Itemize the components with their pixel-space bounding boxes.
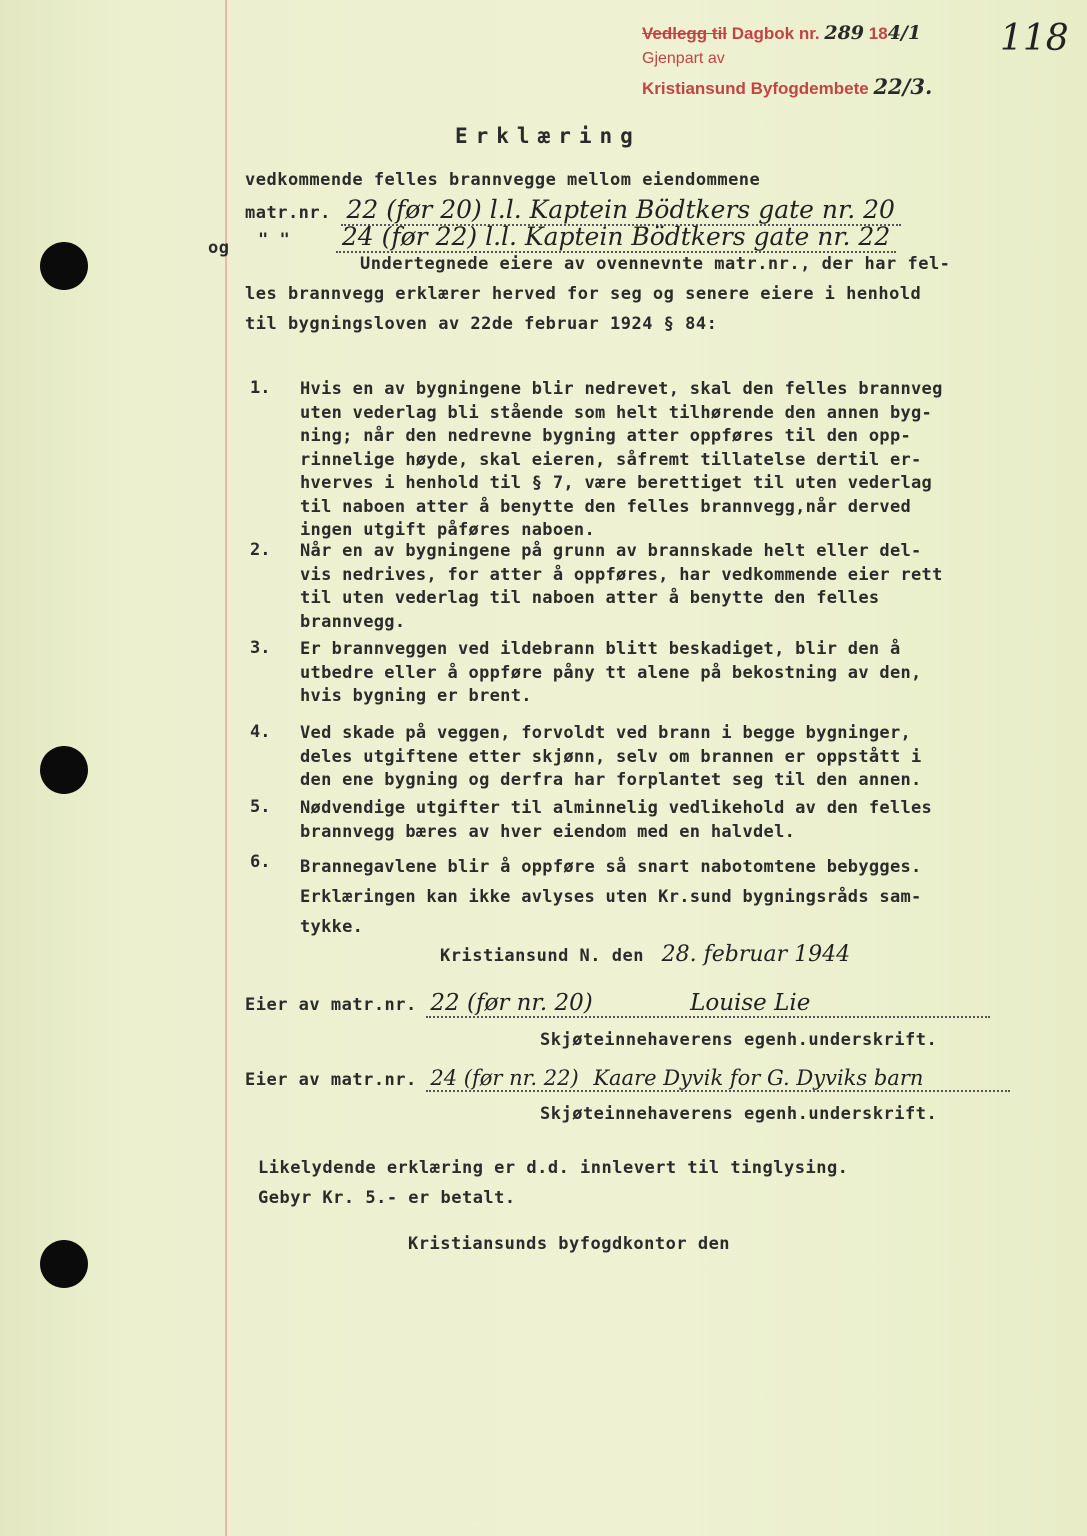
- item-line: hverves i henhold til § 7, være berettiget til uten vederlag: [300, 473, 933, 493]
- item-line: hvis bygning er brent.: [300, 686, 532, 706]
- footer-fee: Gebyr Kr. 5.- er betalt.: [258, 1188, 516, 1208]
- item-line: uten vederlag bli stående som helt tilhørende den annen byg-: [300, 402, 933, 423]
- owner1-matr: 22 (før nr. 20): [430, 990, 593, 1016]
- stamp-office: Kristiansund Byfogdembete: [642, 79, 869, 98]
- matr-line-1: [245, 195, 1045, 224]
- matr1-handwritten: 22 (før 20) l.l. Kaptein Bödtkers gate nr. 20: [341, 195, 901, 226]
- item-line: utbedre eller å oppføre påny tt alene på bekostning av den,: [300, 662, 922, 683]
- para-intro-line-3: til bygningsloven av 22de februar 1924 § 84:: [245, 314, 718, 334]
- intro-line: vedkommende felles brannvegge mellom eiendommene: [245, 170, 761, 190]
- punch-hole: [40, 746, 88, 794]
- item-line: Når en av bygningene på grunn av brannskade helt eller del-: [300, 541, 922, 561]
- item-5: [300, 797, 932, 844]
- para-intro-line-2: les brannvegg erklærer herved for seg og senere eiere i henhold: [245, 284, 922, 304]
- item-line: Nødvendige utgifter til alminnelig vedlikehold av den felles: [300, 798, 933, 818]
- place-date-printed: Kristiansund N. den: [440, 946, 644, 966]
- footer-registration: Likelydende erklæring er d.d. innlevert til tinglysing.: [258, 1158, 849, 1178]
- matr2-handwritten: 24 (før 22) l.l. Kaptein Bödtkers gate nr. 22: [336, 222, 896, 253]
- item-number: 2.: [250, 540, 271, 560]
- margin-line: [225, 0, 227, 1536]
- item-1: [300, 378, 943, 543]
- item-line: Er brannveggen ved ildebrann blitt beskadiget, blir den å: [300, 639, 901, 659]
- owner2-matr: 24 (før nr. 22): [430, 1066, 579, 1090]
- matr-prefix: matr.nr.: [245, 203, 331, 223]
- owner1-entry: [426, 990, 990, 1018]
- registry-stamp: [642, 22, 982, 140]
- stamp-date-a: 18: [868, 24, 888, 43]
- punch-hole: [40, 242, 88, 290]
- para-intro-line-1: Undertegnede eiere av ovennevnte matr.nr., der har fel-: [360, 254, 951, 274]
- item-line: den ene bygning og derfra har forplantet seg til den annen.: [300, 770, 922, 790]
- owner2-signature: Kaare Dyvik for G. Dyviks barn: [593, 1066, 924, 1090]
- ditto-marks: " ": [258, 230, 291, 250]
- owner2-entry: [426, 1066, 1010, 1092]
- item-number: 6.: [250, 852, 271, 872]
- item-line: Hvis en av bygningene blir nedrevet, skal den felles brannveg: [300, 379, 943, 399]
- stamp-dagbok-label: Dagbok nr.: [731, 24, 820, 43]
- stamp-gjenpart: Gjenpart av: [642, 50, 725, 67]
- item-number: 5.: [250, 797, 271, 817]
- stamp-struck-text: Vedlegg til: [642, 24, 728, 43]
- item-line: ingen utgift påføres naboen.: [300, 520, 595, 540]
- owner-1-line: [245, 990, 1035, 1018]
- item-line: rinnelige høyde, skal eieren, såfremt tillatelse dertil er-: [300, 449, 922, 470]
- item-line: Ved skade på veggen, forvoldt ved brann i begge bygninger,: [300, 723, 912, 743]
- item-line: brannvegg bæres av hver eiendom med en halvdel.: [300, 821, 796, 842]
- item-line: brannvegg.: [300, 611, 406, 632]
- item-line: deles utgiftene etter skjønn, selv om brannen er oppstått i: [300, 746, 922, 767]
- punch-hole: [40, 1240, 88, 1288]
- item-number: 3.: [250, 638, 271, 658]
- owner-label: Eier av matr.nr.: [245, 995, 417, 1015]
- item-number: 4.: [250, 722, 271, 742]
- signature-caption-1: Skjøteinnehaverens egenh.underskrift.: [540, 1030, 938, 1050]
- item-line: vis nedrives, for atter å oppføres, har vedkommende eier rett: [300, 564, 943, 585]
- item-4: [300, 722, 922, 793]
- place-date-handwritten: 28. februar 1944: [661, 942, 851, 967]
- item-line: ning; når den nedrevne bygning atter oppføres til den opp-: [300, 426, 912, 446]
- item-3: [300, 638, 922, 709]
- item-line: til uten vederlag til naboen atter å benytte den felles: [300, 588, 880, 608]
- item-number: 1.: [250, 378, 271, 398]
- item-line: Brannegavlene blir å oppføre så snart nabotomtene bebygges.: [300, 857, 922, 877]
- owner-label: Eier av matr.nr.: [245, 1070, 417, 1090]
- item-line: til naboen atter å benytte den felles brannvegg,når derved: [300, 496, 912, 517]
- owner-2-line: [245, 1066, 1045, 1092]
- signature-caption-2: Skjøteinnehaverens egenh.underskrift.: [540, 1104, 938, 1124]
- footer-office: Kristiansunds byfogdkontor den: [408, 1234, 731, 1254]
- item-line: Erklæringen kan ikke avlyses uten Kr.sund bygningsråds sam-: [300, 887, 922, 907]
- folio-number: 118: [1000, 18, 1069, 59]
- item-line: tykke.: [300, 917, 364, 937]
- item-2: [300, 540, 943, 634]
- item-6: [300, 852, 922, 942]
- stamp-date-c: 22/3.: [873, 74, 933, 99]
- stamp-dagbok-number: 289: [824, 22, 865, 44]
- owner1-signature: Louise Lie: [690, 990, 811, 1016]
- og-label: og: [208, 238, 230, 258]
- stamp-date-b: 4/1: [887, 22, 922, 44]
- matr-line-2: [258, 222, 1058, 251]
- place-date: [440, 942, 850, 967]
- document-title: Erklæring: [455, 124, 641, 148]
